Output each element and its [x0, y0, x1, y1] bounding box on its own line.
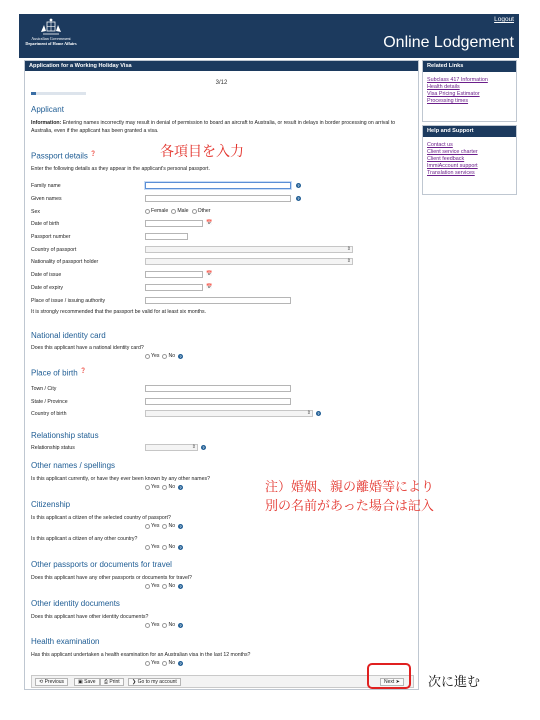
- help-icon[interactable]: ?: [179, 622, 182, 628]
- help-icon[interactable]: ?: [317, 411, 320, 416]
- other-identity-documents-question: Does this applicant have other identity documents?: [31, 614, 149, 620]
- national-identity-heading: National identity card: [31, 331, 106, 340]
- no-label: No: [168, 544, 176, 550]
- other-names-heading: Other names / spellings: [31, 461, 116, 470]
- no-label: No: [168, 660, 176, 666]
- support-link[interactable]: ImmiAccount support: [427, 163, 478, 169]
- next-button-highlight: [367, 663, 411, 689]
- support-link[interactable]: Contact us: [427, 142, 453, 148]
- other-passports-heading: Other passports or documents for travel: [31, 560, 172, 569]
- place-of-issue-label: Place of issue / issuing authority: [31, 298, 106, 304]
- help-icon[interactable]: ?: [297, 196, 300, 201]
- yes-label: Yes: [151, 484, 160, 490]
- health-examination-radio-group: [145, 660, 183, 666]
- form-footer-bar: [31, 675, 414, 688]
- related-link[interactable]: Processing times: [427, 98, 469, 104]
- family-name-label: Family name: [31, 183, 61, 189]
- related-links-heading: Related Links: [423, 61, 516, 72]
- date-of-issue-input[interactable]: [145, 271, 203, 278]
- relationship-status-label: Relationship status: [31, 445, 75, 451]
- town-city-label: Town / City: [31, 386, 57, 392]
- no-label: No: [168, 583, 176, 589]
- date-of-birth-label: Date of birth: [31, 221, 60, 227]
- national-identity-radio-group: [145, 353, 183, 359]
- place-of-birth-title: Place of birth: [31, 368, 78, 378]
- help-icon[interactable]: ?: [179, 583, 182, 589]
- select-arrows-icon: ⇕: [306, 410, 311, 416]
- other-passports-question: Does this applicant have any other passports or documents for travel?: [31, 575, 192, 581]
- other-identity-documents-heading: Other identity documents: [31, 599, 120, 608]
- passport-details-heading: [31, 151, 96, 161]
- coat-of-arms-icon: [40, 18, 62, 36]
- applicant-heading: Applicant: [31, 105, 64, 114]
- country-of-passport-select[interactable]: [145, 246, 353, 253]
- previous-button[interactable]: [35, 678, 68, 686]
- select-arrows-icon: ⇕: [191, 444, 196, 450]
- no-radio[interactable]: [162, 661, 167, 666]
- passport-intro-text: Enter the following details as they appear in the applicant's personal passport.: [31, 166, 210, 172]
- relationship-status-heading: Relationship status: [31, 431, 99, 440]
- date-of-birth-input[interactable]: [145, 220, 203, 227]
- yes-label: Yes: [151, 622, 160, 628]
- annotation-next-step: 次に進む: [428, 675, 481, 690]
- calendar-icon[interactable]: 📅: [206, 284, 213, 290]
- no-label: No: [168, 523, 176, 529]
- no-label: No: [168, 353, 176, 359]
- relationship-status-select[interactable]: [145, 444, 198, 451]
- print-button[interactable]: [100, 678, 124, 686]
- help-and-support-heading: Help and Support: [423, 126, 516, 137]
- support-link[interactable]: Client feedback: [427, 156, 465, 162]
- help-icon[interactable]: ?: [179, 544, 182, 550]
- yes-radio[interactable]: [145, 485, 150, 490]
- yes-label: Yes: [151, 523, 160, 529]
- page-frame: [19, 14, 519, 694]
- application-title-bar: Application for a Working Holiday Visa: [25, 61, 418, 71]
- other-names-radio-group: [145, 484, 183, 490]
- related-link[interactable]: Subclass 417 Information: [427, 77, 488, 83]
- help-icon[interactable]: ?: [202, 445, 205, 450]
- date-of-expiry-input[interactable]: [145, 284, 203, 291]
- previous-label: Previous: [44, 679, 65, 685]
- help-and-support-panel: [422, 125, 517, 195]
- no-radio[interactable]: [162, 485, 167, 490]
- sex-label: Sex: [31, 209, 40, 215]
- place-of-birth-heading: [31, 368, 86, 378]
- yes-radio[interactable]: [145, 623, 150, 628]
- no-label: No: [168, 622, 176, 628]
- print-label: Print: [109, 679, 120, 685]
- print-icon: ⎙: [104, 679, 110, 685]
- save-label: Save: [84, 679, 96, 685]
- sex-male-label: Male: [177, 208, 189, 214]
- sex-other-radio[interactable]: [192, 209, 197, 214]
- health-examination-question: Has this applicant undertaken a health examination for an Australian visa in the last 12 months?: [31, 652, 251, 658]
- help-icon[interactable]: ?: [179, 353, 182, 359]
- national-identity-question: Does this applicant have a national identity card?: [31, 345, 144, 351]
- information-text: Entering names incorrectly may result in denial of permission to board an aircraft to Australia, or result in delays in border processing on arrival to Australia, even if the applicant has been granted a visa.: [31, 120, 396, 134]
- yes-radio[interactable]: [145, 661, 150, 666]
- select-arrows-icon: ⇕: [346, 258, 351, 264]
- no-radio[interactable]: [162, 584, 167, 589]
- passport-details-title: Passport details: [31, 151, 88, 161]
- country-of-birth-select[interactable]: [145, 410, 313, 417]
- help-icon[interactable]: ?: [179, 484, 182, 490]
- date-of-issue-label: Date of issue: [31, 272, 62, 278]
- save-button[interactable]: [74, 678, 100, 686]
- annotation-fill-each-item: 各項目を入力: [160, 144, 244, 160]
- no-radio[interactable]: [162, 524, 167, 529]
- support-link[interactable]: Translation services: [427, 170, 475, 176]
- help-icon[interactable]: ?: [179, 523, 182, 529]
- logout-link[interactable]: Logout: [494, 16, 514, 23]
- support-link[interactable]: Client service charter: [427, 149, 478, 155]
- go-to-account-button[interactable]: [128, 678, 181, 686]
- yes-label: Yes: [151, 544, 160, 550]
- date-of-expiry-label: Date of expiry: [31, 285, 64, 291]
- next-label: Next: [384, 679, 395, 685]
- next-arrow-icon: ➤: [394, 679, 400, 685]
- no-radio[interactable]: [162, 354, 167, 359]
- information-label: Information:: [31, 120, 62, 126]
- no-radio[interactable]: [162, 545, 167, 550]
- yes-label: Yes: [151, 583, 160, 589]
- progress-bar: [31, 92, 86, 95]
- yes-label: Yes: [151, 353, 160, 359]
- go-to-account-label: Go to my account: [137, 679, 177, 685]
- agency-name-line1: Australian Government: [31, 36, 71, 41]
- select-arrows-icon: ⇕: [346, 246, 351, 252]
- state-province-input[interactable]: [145, 398, 291, 405]
- related-link[interactable]: Visa Pricing Estimator: [427, 91, 480, 97]
- sex-female-label: Female: [151, 208, 169, 214]
- yes-radio[interactable]: [145, 524, 150, 529]
- annotation-other-names-note-line1: 注）婚姻、親の離婚等により: [265, 480, 435, 495]
- government-crest-logo: [25, 18, 77, 54]
- passport-number-input[interactable]: [145, 233, 188, 240]
- nationality-label: Nationality of passport holder: [31, 259, 99, 265]
- citizenship-heading: Citizenship: [31, 500, 71, 509]
- sex-female-radio[interactable]: [145, 209, 150, 214]
- family-name-input[interactable]: [145, 182, 291, 189]
- related-links-panel: [422, 60, 517, 122]
- town-city-input[interactable]: [145, 385, 291, 392]
- country-of-passport-label: Country of passport: [31, 247, 77, 253]
- passport-validity-note: It is strongly recommended that the passport be valid for at least six months.: [31, 309, 207, 315]
- passport-number-label: Passport number: [31, 234, 71, 240]
- sex-radio-group: [145, 208, 213, 214]
- country-of-birth-label: Country of birth: [31, 411, 67, 417]
- annotation-other-names-note-line2: 別の名前があった場合は記入: [265, 499, 434, 514]
- citizenship-question-2: Is this applicant a citizen of any other country?: [31, 536, 138, 542]
- yes-radio[interactable]: [145, 584, 150, 589]
- yes-radio[interactable]: [145, 354, 150, 359]
- nationality-select[interactable]: [145, 258, 353, 265]
- agency-name-line2: Department of Home Affairs: [25, 41, 77, 46]
- given-names-label: Given names: [31, 196, 62, 202]
- calendar-icon[interactable]: 📅: [206, 271, 213, 277]
- yes-radio[interactable]: [145, 545, 150, 550]
- other-names-question: Is this applicant currently, or have they ever been known by any other names?: [31, 476, 210, 482]
- yes-label: Yes: [151, 660, 160, 666]
- citizenship-radio-group-1: [145, 523, 183, 529]
- progress-bar-fill: [31, 92, 36, 95]
- related-link[interactable]: Health details: [427, 84, 460, 90]
- state-province-label: State / Province: [31, 399, 68, 405]
- previous-icon: ⟲: [39, 679, 45, 685]
- help-icon[interactable]: ❓: [90, 151, 97, 157]
- sex-male-radio[interactable]: [171, 209, 176, 214]
- given-names-input[interactable]: [145, 195, 291, 202]
- help-icon[interactable]: ?: [179, 660, 182, 666]
- no-label: No: [168, 484, 176, 490]
- help-icon[interactable]: ❓: [79, 368, 87, 374]
- health-examination-heading: Health examination: [31, 637, 100, 646]
- no-radio[interactable]: [162, 623, 167, 628]
- other-passports-radio-group: [145, 583, 183, 589]
- citizenship-radio-group-2: [145, 544, 183, 550]
- calendar-icon[interactable]: 📅: [206, 220, 213, 226]
- help-icon[interactable]: ?: [297, 183, 300, 188]
- place-of-issue-input[interactable]: [145, 297, 291, 304]
- site-title: Online Lodgement: [383, 34, 514, 51]
- chevron-right-icon: ❯: [132, 679, 138, 685]
- site-header: [19, 14, 519, 58]
- citizenship-question-1: Is this applicant a citizen of the selected country of passport?: [31, 515, 171, 521]
- other-identity-documents-radio-group: [145, 622, 183, 628]
- sex-other-label: Other: [197, 208, 211, 214]
- step-indicator: 3/12: [215, 80, 228, 86]
- applicant-information-note: [31, 120, 413, 135]
- save-icon: ▣: [78, 679, 85, 685]
